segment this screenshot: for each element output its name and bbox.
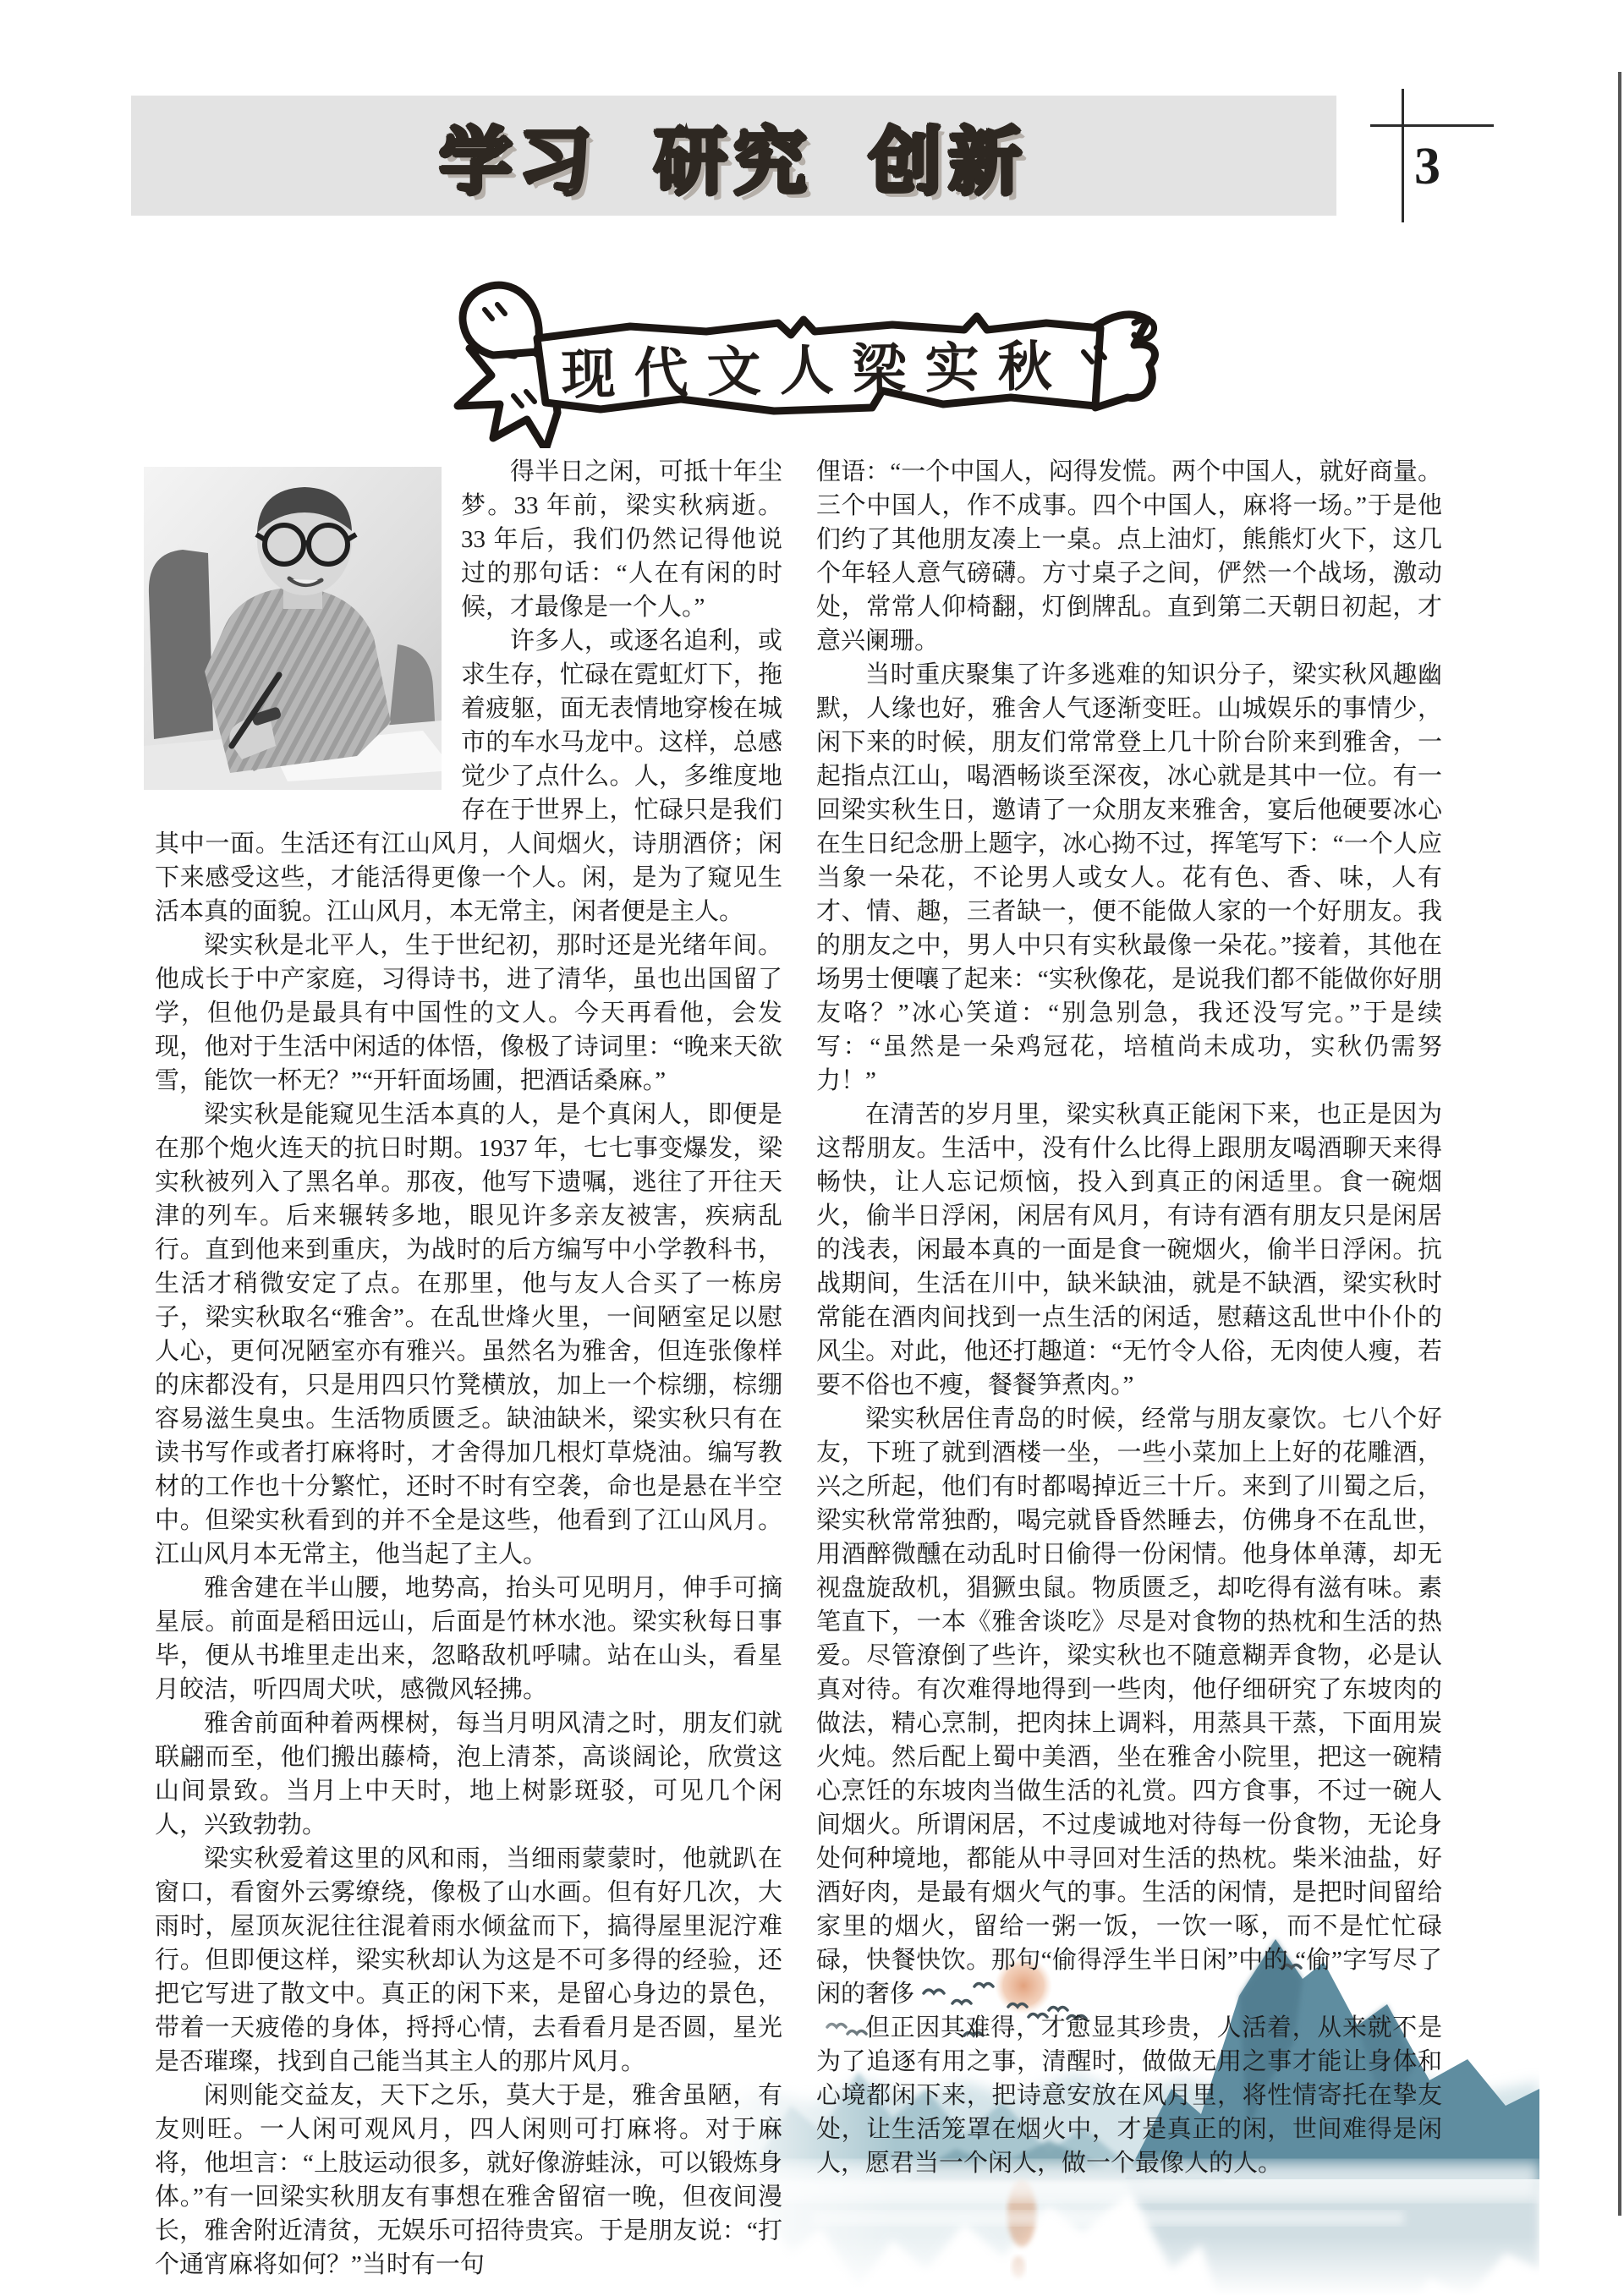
ribbon-banner-drawing <box>419 271 1163 448</box>
masthead-bar <box>131 96 1336 216</box>
paragraph: 俚语：“一个中国人，闷得发慌。两个中国人，就好商量。三个中国人，作不成事。四个中国人，麻将一场。”于是他们约了其他朋友凑上一桌。点上油灯，熊熊灯火下，这几个年轻人意气磅礴。方寸桌子之间，俨然一个战场，激动处，常常人仰椅翻，灯倒牌乱。直到第二天朝日初起，才意兴阑珊。 <box>816 458 1442 655</box>
page-edge-line <box>1618 72 1621 2216</box>
page-number: 3 <box>1414 138 1440 195</box>
article-column-left <box>155 455 782 2282</box>
masthead-word-study: 学习 <box>439 122 599 203</box>
paragraph: 在清苦的岁月里，梁实秋真正能闲下来，也正是因为这帮朋友。生活中，没有什么比得上跟朋友喝酒聊天来得畅快，让人忘记烦恼，投入到真正的闲适里。食一碗烟火，偷半日浮闲，闲居有风月，有诗有酒有朋友只是闲居的浅表，闲最本真的一面是食一碗烟火，偷半日浮闲。抗战期间，生活在川中，缺米缺油，就是不缺酒，梁实秋时常能在酒肉间找到一点生活的闲适，慰藉这乱世中仆仆的风尘。对此，他还打趣道：“无竹令人俗，无肉使人瘦，若要不俗也不瘦，餐餐笋煮肉。” <box>816 1101 1442 1399</box>
paragraph: 闲则能交益友，天下之乐，莫大于是，雅舍虽陋，有友则旺。一人闲可观风月，四人闲则可打麻将。对于麻将，他坦言：“上肢运动很多，就好像游蛙泳，可以锻炼身体。”有一回梁实秋朋友有事想在雅舍留宿一晚，但夜间漫长，雅舍附近清贫，无娱乐可招待贵宾。于是朋友说：“打个通宵麻将如何？”当时有一句 <box>155 2082 782 2278</box>
paragraph: 梁实秋是能窥见生活本真的人，是个真闲人，即便是在那个炮火连天的抗日时期。1937 年，七七事变爆发，梁实秋被列入了黑名单。那夜，他写下遗嘱，逃往了开往天津的列车。后来辗转多地，眼见许多亲友被害，疾病乱行。直到他来到重庆，为战时的后方编写中小学教科书，生活才稍微安定了点。在那里，他与友人合买了一栋房子，梁实秋取名“雅舍”。在乱世烽火里，一间陋室足以慰人心，更何况陋室亦有雅兴。虽然名为雅舍，但连张像样的床都没有，只是用四只竹凳横放，加上一个棕绷，棕绷容易滋生臭虫。生活物质匮乏。缺油缺米，梁实秋只有在读书写作或者打麻将时，才舍得加几根灯草烧油。编写教材的工作也十分繁忙，还时不时有空袭，命也是悬在半空中。但梁实秋看到的并不全是这些，他看到了江山风月。江山风月本无常主，他当起了主人。 <box>155 1101 782 1568</box>
masthead-word-research: 研究 <box>654 122 814 203</box>
paragraph: 雅舍建在半山腰，地势高，抬头可见明月，伸手可摘星辰。前面是稻田远山，后面是竹林水池。梁实秋每日事毕，便从书堆里走出来，忽略敌机呼啸。站在山头，看星月皎洁，听四周犬吠，感微风轻拂。 <box>155 1575 782 1703</box>
paragraph: 得半日之闲，可抵十年尘梦。33 年前，梁实秋病逝。33 年后，我们仍然记得他说过的那句话：“人在有闲的时候，才最像是一个人。” <box>461 458 782 621</box>
paragraph: 当时重庆聚集了许多逃难的知识分子，梁实秋风趣幽默，人缘也好，雅舍人气逐渐变旺。山城娱乐的事情少，闲下来的时候，朋友们常常登上几十阶台阶来到雅舍，一起指点江山，喝酒畅谈至深夜，冰心就是其中一位。有一回梁实秋生日，邀请了一众朋友来雅舍，宴后他硬要冰心在生日纪念册上题字，冰心拗不过，挥笔写下：“一个人应当象一朵花，不论男人或女人。花有色、香、味，人有才、情、趣，三者缺一，便不能做人家的一个好朋友。我的朋友之中，男人中只有实秋最像一朵花。”接着，其他在场男士便嚷了起来：“实秋像花，是说我们都不能做你好朋友咯？”冰心笑道：“别急别急，我还没写完。”于是续写：“虽然是一朵鸡冠花，培植尚未成功，实秋仍需努力！” <box>816 661 1442 1094</box>
paragraph: 许多人，或逐名追利，或求生存，忙碌在霓虹灯下，拖着疲躯，面无表情地穿梭在城市的车水马龙中。这样，总感觉少了点什么。人，多维度地存在于世界上，忙碌只是我们其中一面。生活还有江山风月，人间烟火，诗朋酒侪；闲下来感受这些，才能活得更像一个人。闲，是为了窥见生活本真的面貌。江山风月，本无常主，闲者便是主人。 <box>155 627 782 925</box>
liang-shiqiu-photo <box>144 467 442 790</box>
paragraph: 雅舍前面种着两棵树，每当月明风清之时，朋友们就联翩而至，他们搬出藤椅，泡上清茶，高谈阔论，欣赏这山间景致。当月上中天时，地上树影斑驳，可见几个闲人，兴致勃勃。 <box>155 1710 782 1838</box>
article-column-right <box>816 455 1442 2180</box>
paragraph: 但正因其难得，才愈显其珍贵，人活着，从来就不是为了追逐有用之事，清醒时，做做无用之事才能让身体和心境都闲下来，把诗意安放在风月里，将性情寄托在挚友处，让生活笼罩在烟火中，才是真正的闲，世间难得是闲人，愿君当一个闲人，做一个最像人的人。 <box>816 2014 1442 2177</box>
crop-mark-horizontal <box>1370 124 1494 127</box>
paragraph: 梁实秋居住青岛的时候，经常与朋友豪饮。七八个好友，下班了就到酒楼一坐，一些小菜加上上好的花雕酒，兴之所起，他们有时都喝掉近三十斤。来到了川蜀之后，梁实秋常常独酌，喝完就昏昏然睡去，仿佛身不在乱世，用酒醉微醺在动乱时日偷得一份闲情。他身体单薄，却无视盘旋敌机，猖獗虫鼠。物质匮乏，却吃得有滋有味。素笔直下，一本《雅舍谈吃》尽是对食物的热枕和生活的热爱。尽管潦倒了些许，梁实秋也不随意糊弄食物，必是认真对待。有次难得地得到一些肉，他仔细研究了东坡肉的做法，精心烹制，把肉抹上调料，用蒸具干蒸，下面用炭火炖。然后配上蜀中美酒，坐在雅舍小院里，把这一碗精心烹饪的东坡肉当做生活的礼赏。四方食事，不过一碗人间烟火。所谓闲居，不过虔诚地对待每一份食物，无论身处何种境地，都能从中寻回对生活的热枕。柴米油盐，好酒好肉，是最有烟火气的事。生活的闲情，是把时间留给家里的烟火，留给一粥一饭，一饮一啄，而不是忙忙碌碌，快餐快饮。那句“偷得浮生半日闲”中的 “偷”字写尽了闲的奢侈 <box>816 1406 1442 2008</box>
portrait-photo-drawing <box>144 467 442 790</box>
title-banner <box>419 271 1163 448</box>
paragraph: 梁实秋是北平人，生于世纪初，那时还是光绪年间。他成长于中产家庭，习得诗书，进了清华，虽也出国留了学，但他仍是最具有中国性的文人。今天再看他，会发现，他对于生活中闲适的体悟，像极了诗词里：“晚来天欲雪，能饮一杯无？”“开轩面场圃，把酒话桑麻。” <box>155 932 782 1094</box>
crop-mark-vertical <box>1402 89 1404 222</box>
paragraph: 梁实秋爱着这里的风和雨，当细雨蒙蒙时，他就趴在窗口，看窗外云雾缭绕，像极了山水画。但有好几次，大雨时，屋顶灰泥往往混着雨水倾盆而下，搞得屋里泥泞难行。但即便这样，梁实秋却认为这是不可多得的经验，还把它写进了散文中。真正的闲下来，是留心身边的景色，带着一天疲倦的身体，捋捋心情，去看看月是否圆，星光是否璀璨，找到自己能当其主人的那片风月。 <box>155 1845 782 2075</box>
masthead-word-innovate: 创新 <box>869 122 1029 203</box>
banner-title: 现代文人梁实秋 <box>561 336 1072 406</box>
